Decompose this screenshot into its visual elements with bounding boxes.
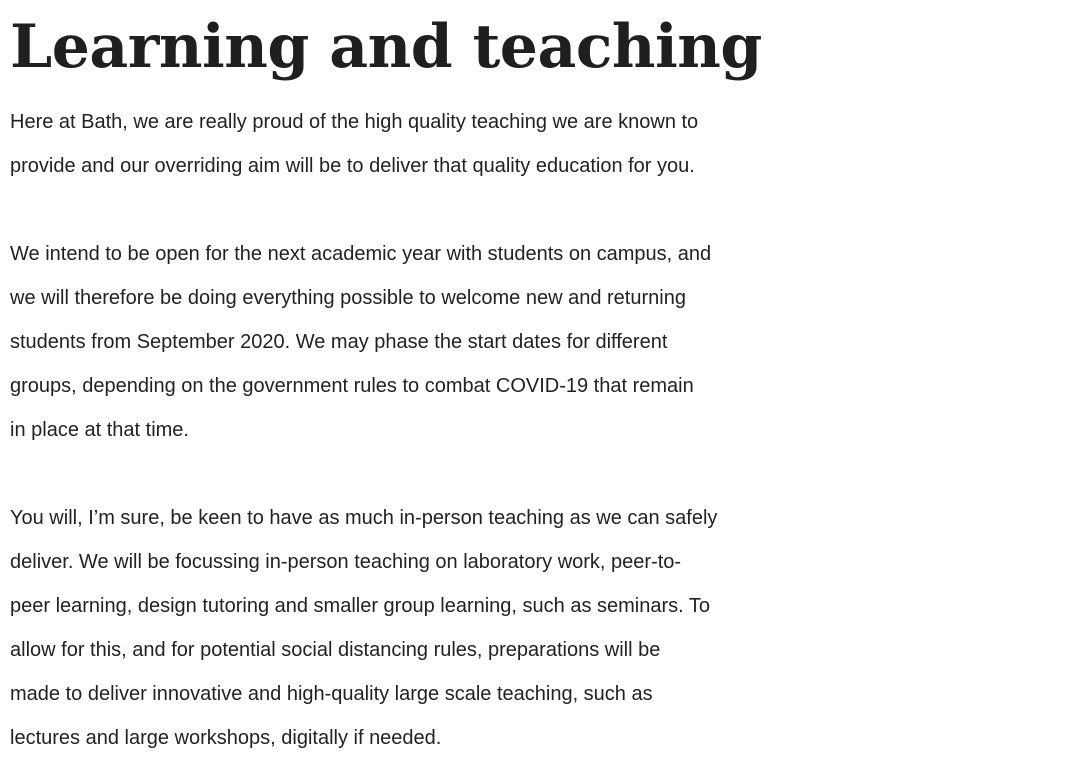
paragraph-campus-opening — [10, 232, 1076, 452]
paragraph-in-person-teaching — [10, 496, 1076, 760]
paragraph-line: groups, depending on the government rules to combat COVID-19 that remain — [10, 375, 694, 397]
paragraph-quality-teaching — [10, 100, 1076, 188]
paragraph-line: we will therefore be doing everything possible to welcome new and returning — [10, 287, 686, 309]
paragraph-line: deliver. We will be focussing in-person teaching on laboratory work, peer-to- — [10, 551, 682, 573]
paragraph-line: provide and our overriding aim will be to deliver that quality education for you. — [10, 155, 695, 177]
paragraph-line: lectures and large workshops, digitally if needed. — [10, 727, 442, 749]
paragraph-line: students from September 2020. We may phase the start dates for different — [10, 331, 668, 353]
paragraph-line: You will, I’m sure, be keen to have as much in-person teaching as we can safely — [10, 507, 718, 529]
paragraph-line: allow for this, and for potential social distancing rules, preparations will be — [10, 639, 661, 661]
paragraph-line: made to deliver innovative and high-quality large scale teaching, such as — [10, 683, 653, 705]
article — [10, 0, 1076, 760]
paragraph-line: We intend to be open for the next academic year with students on campus, and — [10, 243, 712, 265]
paragraph-line: Here at Bath, we are really proud of the high quality teaching we are known to — [10, 111, 699, 133]
page-title: Learning and teaching — [10, 12, 762, 82]
paragraph-line: peer learning, design tutoring and smaller group learning, such as seminars. To — [10, 595, 711, 617]
paragraph-line: in place at that time. — [10, 419, 189, 441]
